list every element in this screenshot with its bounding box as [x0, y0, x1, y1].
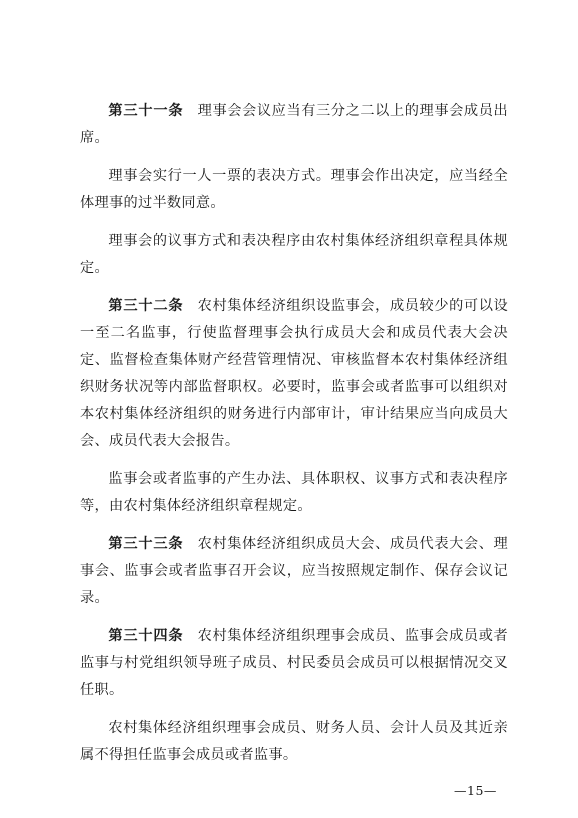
article-32-heading: 第三十二条 [108, 298, 184, 314]
article-32-paragraph-2: 监事会或者监事的产生办法、具体职权、议事方式和表决程序等，由农村集体经济组织章程规定。 [80, 471, 508, 514]
article-33-paragraph-1 [80, 531, 508, 612]
article-31-heading: 第三十一条 [108, 103, 184, 119]
document-body [80, 98, 508, 780]
page-number: —15— [454, 783, 497, 798]
article-34-paragraph-1 [80, 623, 508, 704]
article-32-text-1: 农村集体经济组织设监事会，成员较少的可以设一至二名监事，行使监督理事会执行成员大会和成员代表大会决定、监督检查集体财产经营管理情况、审核监督本农村集体经济组织财务状况等内部监督职权。必要时，监事会或者监事可以组织对本农村集体经济组织的财务进行内部审计，审计结果应当向成员大会、成员代表大会报告。 [80, 298, 508, 449]
article-33-heading: 第三十三条 [108, 536, 184, 552]
article-31-paragraph-3: 理事会的议事方式和表决程序由农村集体经济组织章程具体规定。 [80, 233, 508, 276]
article-33-text-1: 农村集体经济组织成员大会、成员代表大会、理事会、监事会或者监事召开会议，应当按照规定制作、保存会议记录。 [80, 536, 508, 606]
article-31-paragraph-1 [80, 98, 508, 152]
article-34-heading: 第三十四条 [108, 628, 184, 644]
article-34-text-1: 农村集体经济组织理事会成员、监事会成员或者监事与村党组织领导班子成员、村民委员会成员可以根据情况交叉任职。 [80, 628, 508, 698]
article-31-paragraph-2: 理事会实行一人一票的表决方式。理事会作出决定，应当经全体理事的过半数同意。 [80, 168, 508, 211]
article-34-paragraph-2: 农村集体经济组织理事会成员、财务人员、会计人员及其近亲属不得担任监事会成员或者监事。 [80, 720, 508, 763]
article-32-paragraph-1 [80, 293, 508, 455]
article-31-text-1: 理事会会议应当有三分之二以上的理事会成员出席。 [80, 103, 508, 146]
